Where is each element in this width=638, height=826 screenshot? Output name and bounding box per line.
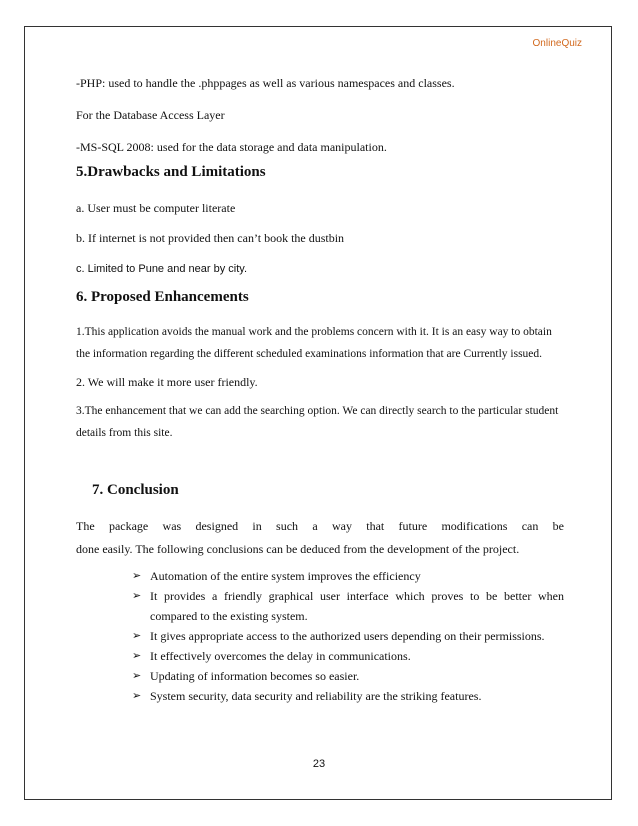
db-layer-line: For the Database Access Layer bbox=[76, 108, 225, 122]
arrow-bullet-icon: ➢ bbox=[132, 649, 142, 662]
arrow-bullet-icon: ➢ bbox=[132, 669, 142, 682]
php-line: -PHP: used to handle the .phppages as well as various namespaces and classes. bbox=[76, 76, 455, 90]
running-header: OnlineQuiz bbox=[532, 38, 582, 49]
list-item: ➢ It effectively overcomes the delay in communications. bbox=[132, 646, 564, 666]
list-item: ➢ It gives appropriate access to the authorized users depending on their permissions. bbox=[132, 626, 564, 646]
conclusion-line-1: The package was designed in such a way that future modifications can be bbox=[76, 519, 564, 533]
conclusion-line-2: done easily. The following conclusions can be deduced from the development of the project. bbox=[76, 542, 520, 556]
enhancement-3-line-1: 3.The enhancement that we can add the searching option. We can directly search to the particular student bbox=[76, 405, 559, 417]
list-item: ➢ It provides a friendly graphical user interface which proves to be better when compared to the existing system. bbox=[132, 586, 564, 626]
arrow-bullet-icon: ➢ bbox=[132, 689, 142, 702]
enhancement-1-line-2: the information regarding the different scheduled examinations information that are Currently issued. bbox=[76, 348, 543, 360]
list-item: ➢ Automation of the entire system improves the efficiency bbox=[132, 566, 564, 586]
page-number: 23 bbox=[312, 758, 326, 770]
list-item: ➢ System security, data security and reliability are the striking features. bbox=[132, 686, 564, 706]
drawback-item-a: a. User must be computer literate bbox=[76, 201, 236, 215]
drawback-item-c: c. Limited to Pune and near by city. bbox=[76, 263, 247, 275]
arrow-bullet-icon: ➢ bbox=[132, 569, 142, 582]
enhancement-3-line-2: details from this site. bbox=[76, 427, 173, 439]
list-item: ➢ Updating of information becomes so easier. bbox=[132, 666, 564, 686]
drawback-item-b: b. If internet is not provided then can’t book the dustbin bbox=[76, 231, 345, 245]
mssql-line: -MS-SQL 2008: used for the data storage and data manipulation. bbox=[76, 140, 387, 154]
conclusion-bullet-list bbox=[132, 566, 564, 706]
arrow-bullet-icon: ➢ bbox=[132, 589, 142, 602]
section-6-heading: 6. Proposed Enhancements bbox=[76, 289, 249, 305]
section-7-heading: 7. Conclusion bbox=[92, 482, 179, 498]
enhancement-2: 2. We will make it more user friendly. bbox=[76, 375, 258, 389]
arrow-bullet-icon: ➢ bbox=[132, 629, 142, 642]
section-5-heading: 5.Drawbacks and Limitations bbox=[76, 164, 266, 180]
enhancement-1-line-1: 1.This application avoids the manual work and the problems concern with it. It is an easy way to obtain bbox=[76, 326, 552, 338]
